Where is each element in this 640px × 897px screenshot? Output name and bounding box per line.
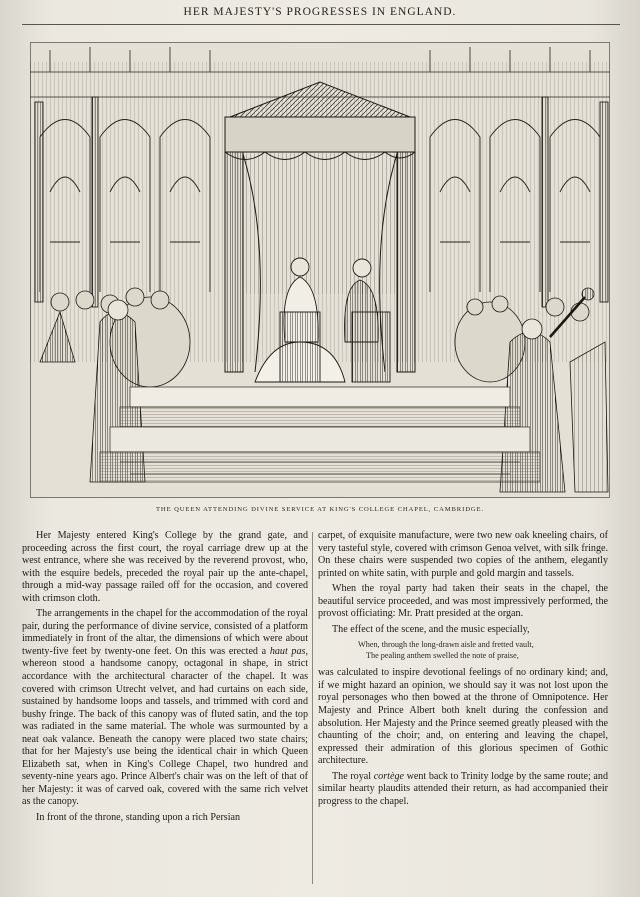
verse-quotation — [358, 639, 608, 661]
left-paragraph-2: The arrangements in the chapel for the accommodation of the royal pair, during the performance of divine service, consisted of a platform immediately in front of the altar, the dimensions of which were about twenty-five feet by twenty-one feet. On this was erected a haut pas, whereon stood a handsome canopy, octagonal in shape, in strict accordance with the architectural character of the chapel. It was covered with crimson Utrecht velvet, and had curtains on each side, sustained by handsome loops and tassels, and trimmed with cord and bushy fringe. The back of this canopy was of fluted satin, and the top was radiated in the same material. The whole was surmounted by a neat oak valance. Beneath the canopy were placed two state chairs; that for her Majesty's use being the identical chair in which Queen Elizabeth sat, when in King's College Chapel, two hundred and seventy-nine years ago. Prince Albert's chair was on the left of that of her Majesty: it was of carved oak, covered with the same rich velvet as the canopy. — [22, 608, 308, 808]
engraving-illustration — [30, 42, 610, 498]
right-paragraph-1: carpet, of exquisite manufacture, were two new oak kneeling chairs, of very tasteful style, covered with crimson Genoa velvet, with silk fringe. On these chairs were suspended two copies of the anthem, elegantly printed on white satin, with purple and gold margin and tassels. — [318, 530, 608, 579]
verse-line-2: The pealing anthem swelled the note of praise, — [366, 651, 519, 661]
right-paragraph-4: was calculated to inspire devotional feelings of no ordinary kind; and, if we might hazard an opinion, we should say it was not lost upon the royal personages who then bowed at the throne of Omnipotence. Her Majesty and Prince Albert both knelt during the confession and absolution. Her Majesty and the Prince seemed greatly pleased with the chaunting of the choir; and, on entering and leaving the chapel, expressed their admiration of this glorious specimen of Gothic architecture. — [318, 667, 608, 767]
header-rule — [22, 24, 620, 25]
left-paragraph-3: In front of the throne, standing upon a rich Persian — [36, 812, 241, 824]
right-paragraph-3: The effect of the scene, and the music especially, — [332, 623, 530, 635]
floor-steps — [100, 387, 540, 482]
verse-line-1: When, through the long-drawn aisle and fretted vault, — [358, 640, 534, 650]
right-paragraph-5: The royal cortège went back to Trinity lodge by the same route; and similar hearty plaudits attended their return, as had accompanied their progress to the chapel. — [318, 770, 609, 807]
right-column — [318, 530, 608, 811]
chapel-engraving — [30, 42, 610, 498]
running-head: HER MAJESTY'S PROGRESSES IN ENGLAND. — [183, 6, 457, 18]
right-paragraph-2: When the royal party had taken their seats in the chapel, the beautiful service proceeded, and was most impressively performed, the provost officiating: Mr. Pratt presided at the organ. — [318, 583, 608, 620]
left-column — [22, 530, 308, 828]
left-paragraph-1: Her Majesty entered King's College by the grand gate, and proceeding across the first court, the royal carriage drew up at the west entrance, where she was received by the reverend provost, who, with the esquire bedels, preceded the royal pair up the ante-chapel, through a mid-way passage railed off for the occasion, and covered with crimson cloth. — [22, 530, 308, 604]
illustration-caption: THE QUEEN ATTENDING DIVINE SERVICE AT KING'S COLLEGE CHAPEL, CAMBRIDGE. — [156, 506, 484, 513]
column-divider — [312, 532, 313, 884]
